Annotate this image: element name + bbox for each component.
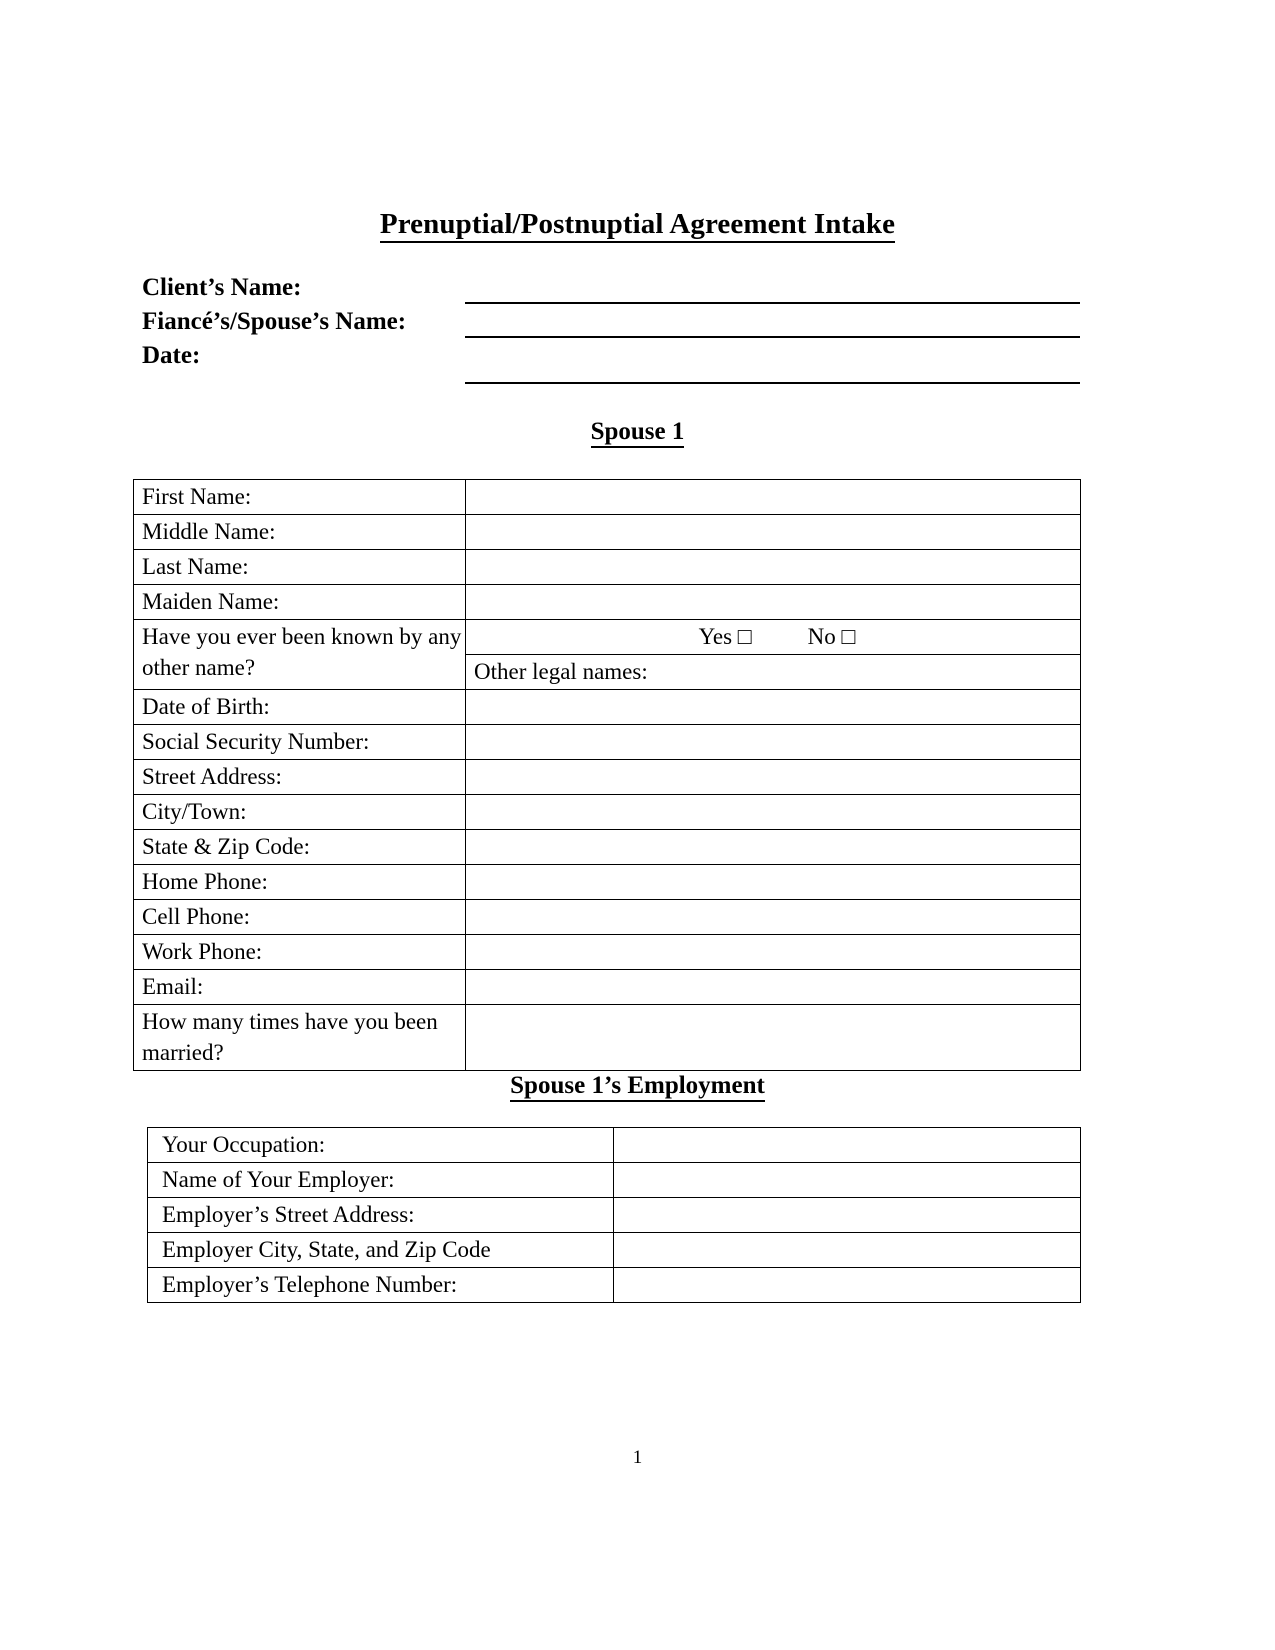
table-row (134, 480, 1081, 515)
value-home-phone[interactable] (466, 865, 1081, 900)
table-row (134, 935, 1081, 970)
value-employer-telephone[interactable] (614, 1268, 1081, 1303)
date-label: Date: (142, 342, 201, 369)
label-city-town: City/Town: (134, 795, 466, 830)
value-other-legal-names[interactable]: Other legal names: (466, 655, 1081, 690)
label-occupation: Your Occupation: (148, 1128, 614, 1163)
label-other-name-question: Have you ever been known by any other name? (134, 620, 466, 690)
table-row (148, 1128, 1081, 1163)
table-row (148, 1233, 1081, 1268)
value-cell-phone[interactable] (466, 900, 1081, 935)
client-name-label: Client’s Name: (142, 274, 302, 301)
label-home-phone: Home Phone: (134, 865, 466, 900)
label-date-of-birth: Date of Birth: (134, 690, 466, 725)
table-row (134, 725, 1081, 760)
table-row (134, 550, 1081, 585)
label-employer-name: Name of Your Employer: (148, 1163, 614, 1198)
spouse1-employment-table (147, 1127, 1081, 1303)
section-heading-employment-text: Spouse 1’s Employment (510, 1072, 765, 1102)
label-social-security-number: Social Security Number: (134, 725, 466, 760)
value-times-married[interactable] (466, 1005, 1081, 1071)
value-other-name-choices[interactable] (466, 620, 1081, 655)
no-checkbox-option[interactable]: No □ (807, 624, 856, 649)
fiance-spouse-name-write-in-line[interactable] (465, 336, 1080, 338)
table-row (134, 865, 1081, 900)
header-row-date (142, 340, 1102, 374)
value-social-security-number[interactable] (466, 725, 1081, 760)
page-number: 1 (632, 1447, 643, 1468)
fiance-spouse-name-label: Fiancé’s/Spouse’s Name: (142, 308, 407, 335)
label-middle-name: Middle Name: (134, 515, 466, 550)
section-heading-spouse1 (0, 418, 1275, 446)
table-row-other-names (134, 620, 1081, 655)
value-occupation[interactable] (614, 1128, 1081, 1163)
page-title (0, 208, 1275, 241)
section-heading-spouse1-text: Spouse 1 (591, 418, 685, 448)
table-row (134, 515, 1081, 550)
table-row (134, 1005, 1081, 1071)
client-name-write-in-line[interactable] (465, 302, 1080, 304)
value-maiden-name[interactable] (466, 585, 1081, 620)
label-state-zip-code: State & Zip Code: (134, 830, 466, 865)
table-row (134, 970, 1081, 1005)
page-title-text: Prenuptial/Postnuptial Agreement Intake (380, 208, 895, 243)
yes-checkbox-option[interactable]: Yes □ (698, 624, 752, 649)
label-work-phone: Work Phone: (134, 935, 466, 970)
value-email[interactable] (466, 970, 1081, 1005)
table-row (148, 1198, 1081, 1233)
table-row (148, 1163, 1081, 1198)
value-street-address[interactable] (466, 760, 1081, 795)
value-employer-street-address[interactable] (614, 1198, 1081, 1233)
table-row (134, 760, 1081, 795)
label-email: Email: (134, 970, 466, 1005)
label-times-married: How many times have you been married? (134, 1005, 466, 1071)
table-row (134, 585, 1081, 620)
value-last-name[interactable] (466, 550, 1081, 585)
value-date-of-birth[interactable] (466, 690, 1081, 725)
table-row (134, 900, 1081, 935)
value-state-zip-code[interactable] (466, 830, 1081, 865)
label-maiden-name: Maiden Name: (134, 585, 466, 620)
value-employer-name[interactable] (614, 1163, 1081, 1198)
label-cell-phone: Cell Phone: (134, 900, 466, 935)
label-employer-city-state-zip: Employer City, State, and Zip Code (148, 1233, 614, 1268)
header-row-fiance-name (142, 306, 1102, 340)
header-fields (142, 272, 1102, 374)
label-employer-telephone: Employer’s Telephone Number: (148, 1268, 614, 1303)
value-city-town[interactable] (466, 795, 1081, 830)
label-last-name: Last Name: (134, 550, 466, 585)
value-employer-city-state-zip[interactable] (614, 1233, 1081, 1268)
label-first-name: First Name: (134, 480, 466, 515)
date-write-in-line[interactable] (465, 382, 1080, 384)
header-row-client-name (142, 272, 1102, 306)
table-row (134, 690, 1081, 725)
table-row (134, 830, 1081, 865)
table-row (148, 1268, 1081, 1303)
spouse1-info-table (133, 479, 1081, 1071)
table-row (134, 795, 1081, 830)
label-employer-street-address: Employer’s Street Address: (148, 1198, 614, 1233)
value-work-phone[interactable] (466, 935, 1081, 970)
value-middle-name[interactable] (466, 515, 1081, 550)
label-street-address: Street Address: (134, 760, 466, 795)
value-first-name[interactable] (466, 480, 1081, 515)
section-heading-employment (0, 1072, 1275, 1100)
